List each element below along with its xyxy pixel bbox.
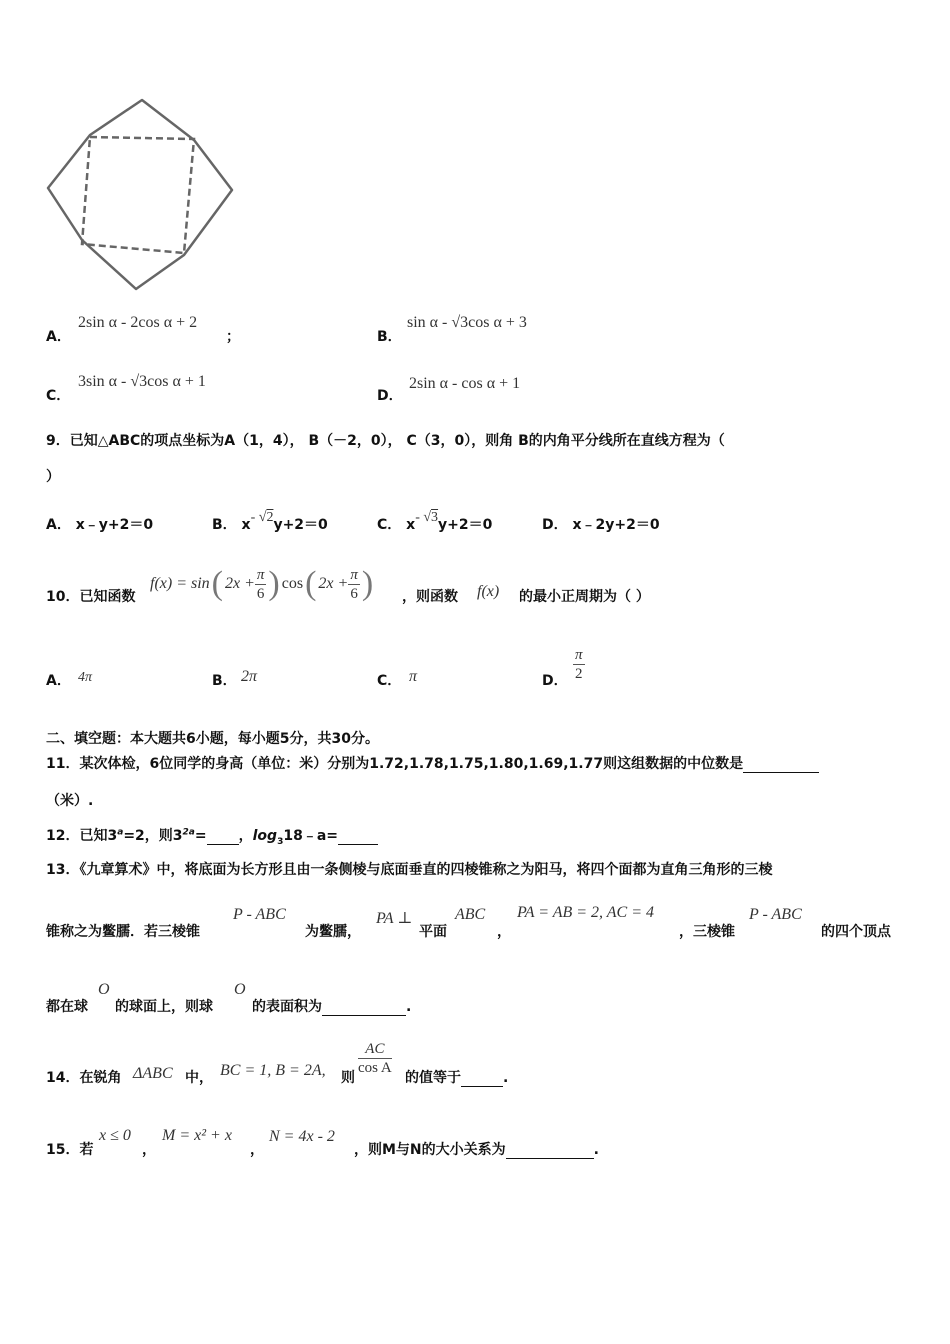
q8-option-a-expr: 2sin α - 2cos α + 2 xyxy=(78,314,198,331)
q15-cond: x ≤ 0 xyxy=(99,1127,131,1144)
q15-tail-text: ，则M与N的大小关系为 xyxy=(354,1142,506,1158)
q10-frac2 xyxy=(348,566,360,603)
q15-comma1: ， xyxy=(142,1142,156,1158)
q12-base1: 3 xyxy=(107,828,118,844)
q9-option-c-rad: 3 xyxy=(431,510,439,525)
q13-l3-a: 都在球 xyxy=(46,999,88,1015)
q12-blank2[interactable] xyxy=(338,828,378,845)
q13-l3-c-text: 的表面积为 xyxy=(252,999,322,1015)
q10-frac1 xyxy=(255,566,267,603)
q13-answer-blank[interactable] xyxy=(322,999,406,1016)
q10-option-d-num: π xyxy=(575,647,583,663)
q13-l2-b: 为鳖臑， xyxy=(305,924,361,940)
dashed-square xyxy=(82,137,194,253)
q13-l2-m5: P - ABC xyxy=(749,906,802,923)
q15-M: M = x² + x xyxy=(162,1127,232,1144)
q12-exp2: 2a xyxy=(182,827,195,838)
q11-unit: （米）. xyxy=(46,793,94,809)
q13-l2-f: 的四个顶点 xyxy=(821,924,891,940)
q10-tail: 的最小正周期为（ ） xyxy=(519,589,650,605)
q13-l3-end: . xyxy=(406,999,412,1015)
q14-num: AC xyxy=(358,1040,392,1059)
q11-text xyxy=(46,753,819,773)
q8-option-a-label: A． xyxy=(46,329,71,345)
q13-l2-m2: PA ⊥ xyxy=(376,910,413,927)
q10-mid: ，则函数 xyxy=(402,589,458,605)
q14-answer-blank[interactable] xyxy=(461,1070,503,1087)
q15-tail xyxy=(354,1139,599,1159)
q11-answer-blank[interactable] xyxy=(743,756,819,773)
q14-mid: 中， xyxy=(185,1070,213,1086)
q12-mid: ， xyxy=(238,828,253,844)
q14-end: . xyxy=(503,1070,509,1086)
q10-option-d-frac xyxy=(573,646,585,683)
q13-l3-c xyxy=(252,996,411,1016)
q15-N: N = 4x - 2 xyxy=(269,1128,335,1145)
q10-option-d-label: D． xyxy=(542,673,568,689)
q10-option-c-label: C． xyxy=(377,673,402,689)
q13-l2-c: 平面 xyxy=(419,924,447,940)
q14-fraction xyxy=(358,1040,392,1077)
q9-stem: 9．已知△ABC的项点坐标为A（1，4）， B（－2，0）， C（3，0），则角 B的内角平分线所在直线方程为（ xyxy=(46,433,725,449)
section2-title: 二、填空题：本大题共6小题，每小题5分，共30分。 xyxy=(46,731,379,747)
q10-frac1-den: 6 xyxy=(256,585,265,602)
q14-den: cos A xyxy=(358,1060,392,1076)
q13-line1: 13．《九章算术》中，将底面为长方形且由一条侧棱与底面垂直的四棱锥称之为阳马，将四个面都为直角三角形的三棱 xyxy=(46,862,773,878)
q8-option-b-label: B． xyxy=(377,329,402,345)
q12-blank1[interactable] xyxy=(207,828,239,845)
q12-eq1: =2，则 xyxy=(123,828,173,844)
q14-then: 则 xyxy=(341,1070,355,1086)
q10-option-b-label: B． xyxy=(212,673,237,689)
q15-end: . xyxy=(593,1142,599,1158)
q12-pre: 12．已知 xyxy=(46,828,108,844)
q14-tail-text: 的值等于 xyxy=(405,1070,461,1086)
q13-l3-m2: O xyxy=(234,981,246,998)
q13-l2-m1: P - ABC xyxy=(233,906,286,923)
q10-arg2: 2x + xyxy=(318,575,349,592)
q14-tail xyxy=(405,1067,508,1087)
q9-option-c-post: y+2＝0 xyxy=(438,517,493,533)
q12-log-tail: 18﹣a= xyxy=(283,828,339,844)
q10-func-name: f(x) = sin xyxy=(150,575,210,592)
q8-option-a-tail: ； xyxy=(226,329,240,345)
q8-option-c-label: C． xyxy=(46,388,71,404)
q8-option-d-label: D． xyxy=(377,388,403,404)
q10-number: 10．已知函数 xyxy=(46,589,136,605)
q10-frac1-num: π xyxy=(256,566,265,583)
q8-option-b-expr: sin α - √3cos α + 3 xyxy=(407,314,527,331)
q13-l2-e: ，三棱锥 xyxy=(679,924,735,940)
q9-option-b-pre: B． x xyxy=(212,517,251,533)
q10-frac2-num: π xyxy=(350,566,358,583)
q10-option-d-den: 2 xyxy=(575,666,583,682)
q13-l3-b: 的球面上，则球 xyxy=(115,999,213,1015)
q14-tri: ΔABC xyxy=(133,1065,173,1082)
q10-fx: f(x) xyxy=(477,583,500,600)
q12-eq2: = xyxy=(194,828,207,844)
geometry-figure xyxy=(44,92,240,302)
q9-option-b-rad: 2 xyxy=(266,510,274,525)
q8-option-d-expr: 2sin α - cos α + 1 xyxy=(409,375,521,392)
q10-option-c-val: π xyxy=(409,668,418,685)
q9-option-b: B． x- √2y+2＝0 xyxy=(212,510,328,533)
q10-function: f(x) = sin ( 2x + $\frac{\pi}{6}$ ) cos ( 2x + $\frac{\pi}{6}$ ) xyxy=(150,565,374,602)
q9-option-a: A． x﹣y+2＝0 xyxy=(46,517,154,533)
q10-arg1: 2x + xyxy=(225,575,255,592)
q10-cos: cos xyxy=(281,575,304,592)
q14-pre: 14．在锐角 xyxy=(46,1070,122,1086)
q13-l2-m3: ABC xyxy=(455,906,486,923)
q10-option-b-val: 2π xyxy=(241,668,258,685)
q12-log: log xyxy=(252,828,278,844)
q15-answer-blank[interactable] xyxy=(506,1142,594,1159)
q9-option-c: C． x- √3y+2＝0 xyxy=(377,510,493,533)
q10-option-a-label: A． xyxy=(46,673,71,689)
octagon-outline xyxy=(48,100,232,289)
q11-stem: 11．某次体检，6位同学的身高（单位：米）分别为1.72,1.78,1.75,1.80,1.69,1.77则这组数据的中位数是 xyxy=(46,756,744,772)
q13-l2-d: ， xyxy=(497,924,511,940)
q9-stem-end: ） xyxy=(46,469,60,485)
q10-frac2-den: 6 xyxy=(350,585,358,602)
q12-log-base: 3 xyxy=(277,836,284,847)
q13-l2-a: 锥称之为鳖臑．若三棱锥 xyxy=(46,924,200,940)
q9-option-b-post: y+2＝0 xyxy=(273,517,328,533)
q9-option-d: D． x﹣2y+2＝0 xyxy=(542,517,660,533)
q13-l2-m4: PA = AB = 2, AC = 4 xyxy=(517,904,654,921)
q9-option-c-pre: C． x xyxy=(377,517,416,533)
q13-l3-m1: O xyxy=(98,981,110,998)
q15-comma2: ， xyxy=(250,1142,264,1158)
q14-cond: BC = 1, B = 2A, xyxy=(220,1062,326,1079)
q8-option-c-expr: 3sin α - √3cos α + 1 xyxy=(78,373,206,390)
q15-pre: 15．若 xyxy=(46,1142,94,1158)
q12-base2: 3 xyxy=(172,828,183,844)
q12-text xyxy=(46,825,378,847)
q10-option-a-val: 4π xyxy=(78,670,93,685)
q12-exp1: a xyxy=(117,827,124,838)
